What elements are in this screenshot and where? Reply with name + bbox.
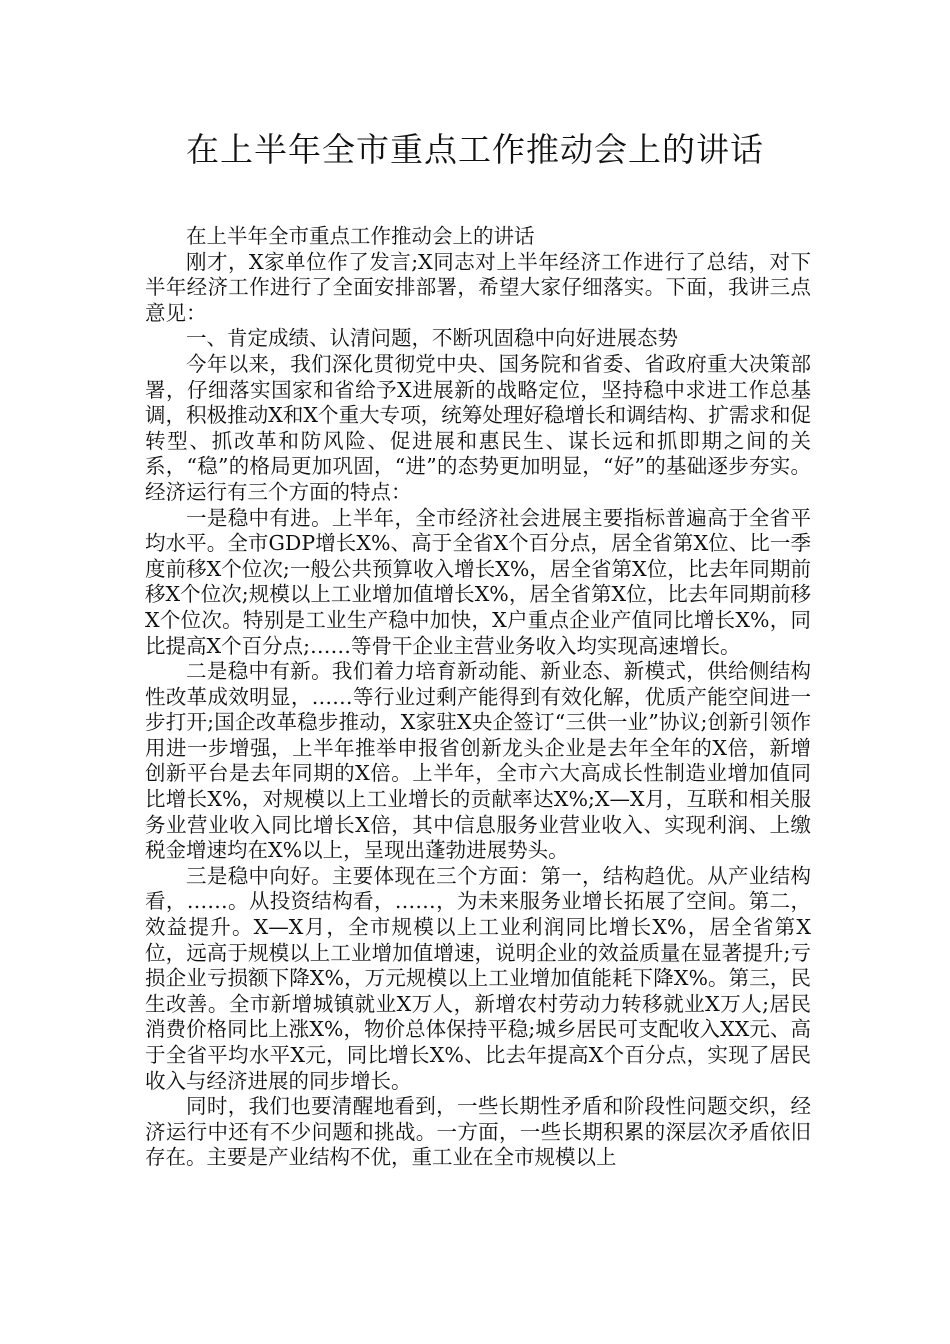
document-title: 在上半年全市重点工作推动会上的讲话 <box>186 130 764 169</box>
paragraph-opening: 刚才，X家单位作了发言;X同志对上半年经济工作进行了总结，对下半年经济工作进行了全面安排部署，希望大家仔细落实。下面，我讲三点意见： <box>145 249 811 325</box>
paragraph-point-1: 一是稳中有进。上半年，全市经济社会进展主要指标普遍高于全省平均水平。全市GDP增长X%、高于全省X个百分点，居全省第X位、比一季度前移X个位次;一般公共预算收入增长X%，居全省第X位，比去年同期前移X个位次;规模以上工业增加值增长X%，居全省第X位，比去年同期前移X个位次。特别是工业生产稳中加快，X户重点企业产值同比增长X%，同比提高X个百分点;……等骨干企业主营业务收入均实现高速增长。 <box>145 505 811 658</box>
section-heading-1: 一、肯定成绩、认清问题，不断巩固稳中向好进展态势 <box>186 326 678 351</box>
paragraph-point-3: 三是稳中向好。主要体现在三个方面：第一，结构趋优。从产业结构看，……。从投资结构看，……，为未来服务业增长拓展了空间。第二，效益提升。X—X月，全市规模以上工业利润同比增长X%，居全省第X位，远高于规模以上工业增加值增速，说明企业的效益质量在显著提升;亏损企业亏损额下降X%，万元规模以上工业增加值能耗下降X%。第三，民生改善。全市新增城镇就业X万人，新增农村劳动力转移就业X万人;居民消费价格同比上涨X%，物价总体保持平稳;城乡居民可支配收入XX元、高于全省平均水平X元，同比增长X%、比去年提高X个百分点，实现了居民收入与经济进展的同步增长。 <box>145 863 811 1093</box>
paragraph-problems: 同时，我们也要清醒地看到，一些长期性矛盾和阶段性问题交织，经济运行中还有不少问题和挑战。一方面，一些长期积累的深层次矛盾依旧存在。主要是产业结构不优，重工业在全市规模以上 <box>145 1094 811 1170</box>
paragraph-heading-repeat: 在上半年全市重点工作推动会上的讲话 <box>186 224 535 248</box>
paragraph-point-2: 二是稳中有新。我们着力培育新动能、新业态、新模式，供给侧结构性改革成效明显，……等行业过剩产能得到有效化解，优质产能空间进一步打开;国企改革稳步推动，X家驻X央企签订“三供一业”协议;创新引领作用进一步增强，上半年推举申报省创新龙头企业是去年全年的X倍，新增创新平台是去年同期的X倍。上半年，全市六大高成长性制造业增加值同比增长X%，对规模以上工业增长的贡献率达X%;X—X月，互联和相关服务业营业收入同比增长X倍，其中信息服务业营业收入、实现利润、上缴税金增速均在X%以上，呈现出蓬勃进展势头。 <box>145 659 811 863</box>
paragraph-overview: 今年以来，我们深化贯彻党中央、国务院和省委、省政府重大决策部署，仔细落实国家和省给予X进展新的战略定位，坚持稳中求进工作总基调，积极推动X和X个重大专项，统筹处理好稳增长和调结构、扩需求和促转型、抓改革和防风险、促进展和惠民生、谋长远和抓即期之间的关系，“稳”的格局更加巩固，“进”的态势更加明显，“好”的基础逐步夯实。经济运行有三个方面的特点： <box>145 351 811 504</box>
document-body <box>145 224 811 1171</box>
